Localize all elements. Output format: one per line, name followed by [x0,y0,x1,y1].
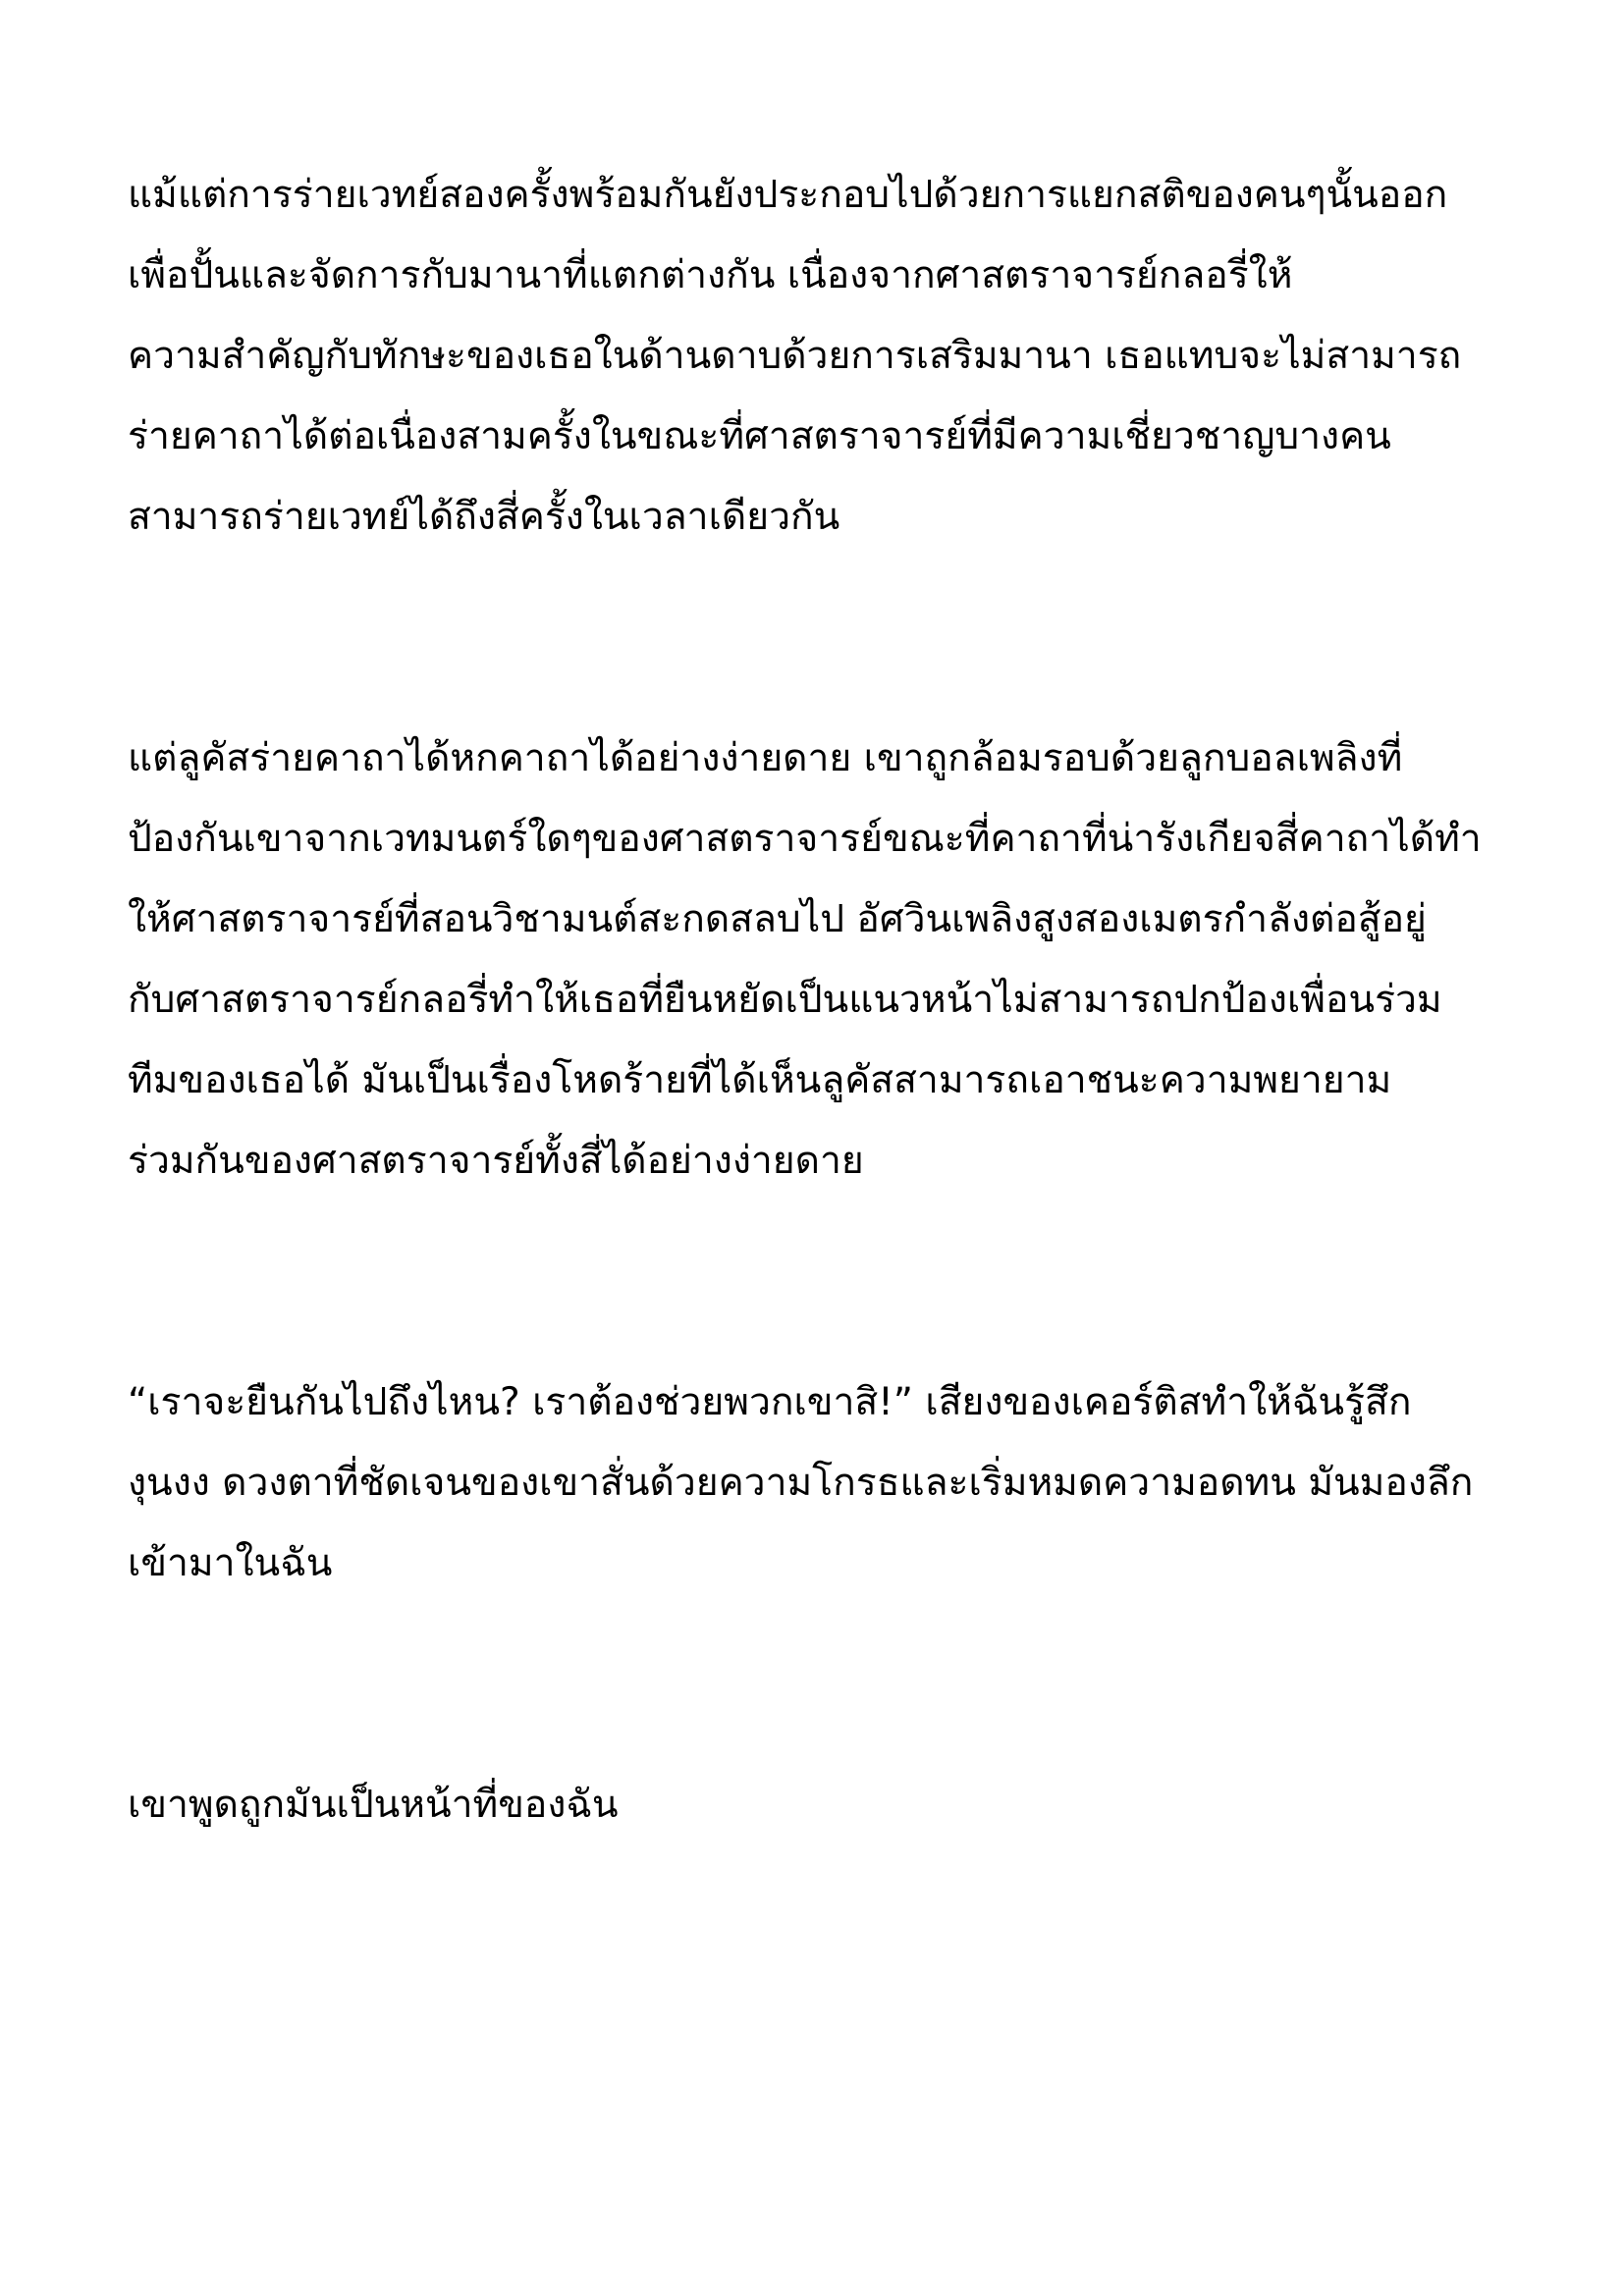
text-line: สามารถร่ายเวทย์ได้ถึงสี่ครั้งในเวลาเดียวกัน [128,495,840,539]
text-line: ความสำคัญกับทักษะของเธอในด้านดาบด้วยการเสริมมานา เธอแทบจะไม่สามารถ [128,334,1462,378]
text-line: งุนงง ดวงตาที่ชัดเจนของเขาสั่นด้วยความโกรธและเริ่มหมดความอดทน มันมองลึก [128,1461,1474,1505]
text-line: แต่ลูคัสร่ายคาถาได้หกคาถาได้อย่างง่ายดาย เขาถูกล้อมรอบด้วยลูกบอลเพลิงที่ [128,736,1403,780]
text-line: ร่วมกันของศาสตราจารย์ทั้งสี่ได้อย่างง่ายดาย [128,1139,864,1183]
paragraph-2 [128,719,1482,1201]
paragraph-3-dialogue [128,1362,1474,1604]
paragraph-4 [128,1765,1457,1845]
document-body [128,155,1482,2006]
text-line: ทีมของเธอได้ มันเป็นเรื่องโหดร้ายที่ได้เห็นลูคัสสามารถเอาชนะความพยายาม [128,1058,1392,1102]
text-line: เขาพูดถูกมันเป็นหน้าที่ของฉัน [128,1783,619,1827]
text-line: ร่ายคาถาได้ต่อเนื่องสามครั้งในขณะที่ศาสตราจารย์ที่มีความเชี่ยวชาญบางคน [128,414,1391,458]
text-line: เข้ามาในฉัน [128,1541,333,1585]
text-line: เพื่อปั้นและจัดการกับมานาที่แตกต่างกัน เนื่องจากศาสตราจารย์กลอรี่ให้ [128,253,1293,297]
text-line: กับศาสตราจารย์กลอรี่ทำให้เธอที่ยืนหยัดเป็นแนวหน้าไม่สามารถปกป้องเพื่อนร่วม [128,978,1442,1022]
paragraph-1 [128,155,1462,558]
text-line: แม้แต่การร่ายเวทย์สองครั้งพร้อมกันยังประกอบไปด้วยการแยกสติของคนๆนั้นออก [128,173,1448,217]
text-line: ป้องกันเขาจากเวทมนตร์ใดๆของศาสตราจารย์ขณะที่คาถาที่น่ารังเกียจสี่คาถาได้ทำ [128,817,1482,861]
text-line: ให้ศาสตราจารย์ที่สอนวิชามนต์สะกดสลบไป อัศวินเพลิงสูงสองเมตรกำลังต่อสู้อยู่ [128,897,1427,941]
text-line: “เราจะยืนกันไปถึงไหน? เราต้องช่วยพวกเขาสิ!” เสียงของเคอร์ติสทำให้ฉันรู้สึก [128,1380,1412,1424]
